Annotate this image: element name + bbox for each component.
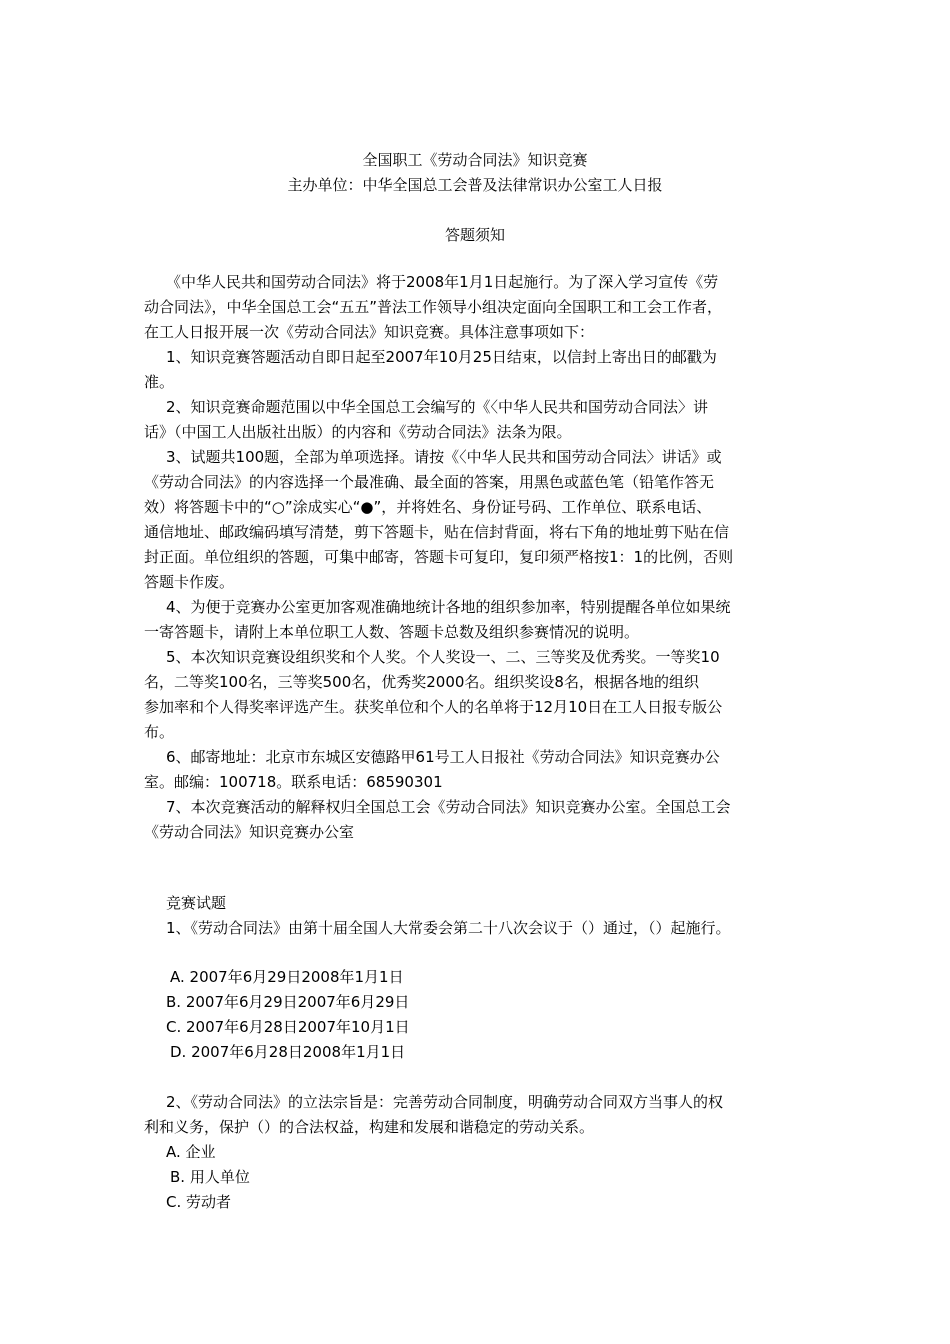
question-2-stem-line: 2、《劳动合同法》的立法宗旨是：完善劳动合同制度，明确劳动合同双方当事人的权 xyxy=(166,1093,724,1111)
notice-line: 《劳动合同法》知识竞赛办公室 xyxy=(144,823,355,841)
notice-line: 2、知识竞赛命题范围以中华全国总工会编写的《〈中华人民共和国劳动合同法〉讲 xyxy=(166,398,709,416)
question-1-option-a: A. 2007年6月29日2008年1月1日 xyxy=(170,968,404,986)
notice-line: 6、邮寄地址：北京市东城区安德路甲61号工人日报社《劳动合同法》知识竞赛办公 xyxy=(166,748,720,766)
question-1-option-c: C. 2007年6月28日2007年10月1日 xyxy=(166,1018,410,1036)
notice-line: 名，二等奖100名，三等奖500名，优秀奖2000名。组织奖设8名，根据各地的组织 xyxy=(144,673,699,691)
doc-title: 全国职工《劳动合同法》知识竞赛 xyxy=(362,151,588,169)
notice-line: 话》（中国工人出版社出版）的内容和《劳动合同法》法条为限。 xyxy=(144,423,572,441)
notice-line: 一寄答题卡，请附上本单位职工人数、答题卡总数及组织参赛情况的说明。 xyxy=(144,623,640,641)
notice-line: 1、知识竞赛答题活动自即日起至2007年10月25日结束，以信封上寄出日的邮戳为 xyxy=(166,348,717,366)
notice-line: 室。邮编：100718。联系电话：68590301 xyxy=(144,773,443,791)
organizer-line: 主办单位：中华全国总工会普及法律常识办公室工人日报 xyxy=(287,176,663,194)
question-2-option-a: A. 企业 xyxy=(166,1143,216,1161)
notice-line: 准。 xyxy=(144,373,175,391)
notice-line: 封正面。单位组织的答题，可集中邮寄，答题卡可复印，复印须严格按1：1的比例，否则 xyxy=(144,548,734,566)
question-1-stem: 1、《劳动合同法》由第十届全国人大常委会第二十八次会议于（）通过，（）起施行。 xyxy=(166,919,731,937)
question-2-option-c: C. 劳动者 xyxy=(166,1193,232,1211)
question-2-stem-line: 利和义务，保护（）的合法权益，构建和发展和谐稳定的劳动关系。 xyxy=(144,1118,595,1136)
exam-heading: 竞赛试题 xyxy=(166,894,227,912)
notice-line: 效）将答题卡中的“○”涂成实心“●”，并将姓名、身份证号码、工作单位、联系电话、 xyxy=(144,498,712,516)
notice-line: 《劳动合同法》的内容选择一个最准确、最全面的答案，用黑色或蓝色笔（铅笔作答无 xyxy=(144,473,715,491)
notice-line: 答题卡作废。 xyxy=(144,573,235,591)
question-1-option-d: D. 2007年6月28日2008年1月1日 xyxy=(170,1043,406,1061)
notice-line: 通信地址、邮政编码填写清楚，剪下答题卡，贴在信封背面，将右下角的地址剪下贴在信 xyxy=(144,523,730,541)
notice-line: 在工人日报开展一次《劳动合同法》知识竞赛。具体注意事项如下： xyxy=(144,323,595,341)
notice-line: 布。 xyxy=(144,723,175,741)
notice-line: 5、本次知识竞赛设组织奖和个人奖。个人奖设一、二、三等奖及优秀奖。一等奖10 xyxy=(166,648,720,666)
notice-line: 动合同法》，中华全国总工会“五五”普法工作领导小组决定面向全国职工和工会工作者， xyxy=(144,298,723,316)
notice-line: 3、试题共100题，全部为单项选择。请按《〈中华人民共和国劳动合同法〉讲话》或 xyxy=(166,448,722,466)
notice-line: 参加率和个人得奖率评选产生。获奖单位和个人的名单将于12月10日在工人日报专版公 xyxy=(144,698,723,716)
notice-line: 4、为便于竞赛办公室更加客观准确地统计各地的组织参加率，特别提醒各单位如果统 xyxy=(166,598,731,616)
notice-heading: 答题须知 xyxy=(444,226,505,244)
notice-line: 《中华人民共和国劳动合同法》将于2008年1月1日起施行。为了深入学习宣传《劳 xyxy=(166,273,719,291)
question-1-option-b: B. 2007年6月29日2007年6月29日 xyxy=(166,993,410,1011)
question-2-option-b: B. 用人单位 xyxy=(170,1168,250,1186)
notice-line: 7、本次竞赛活动的解释权归全国总工会《劳动合同法》知识竞赛办公室。全国总工会 xyxy=(166,798,731,816)
